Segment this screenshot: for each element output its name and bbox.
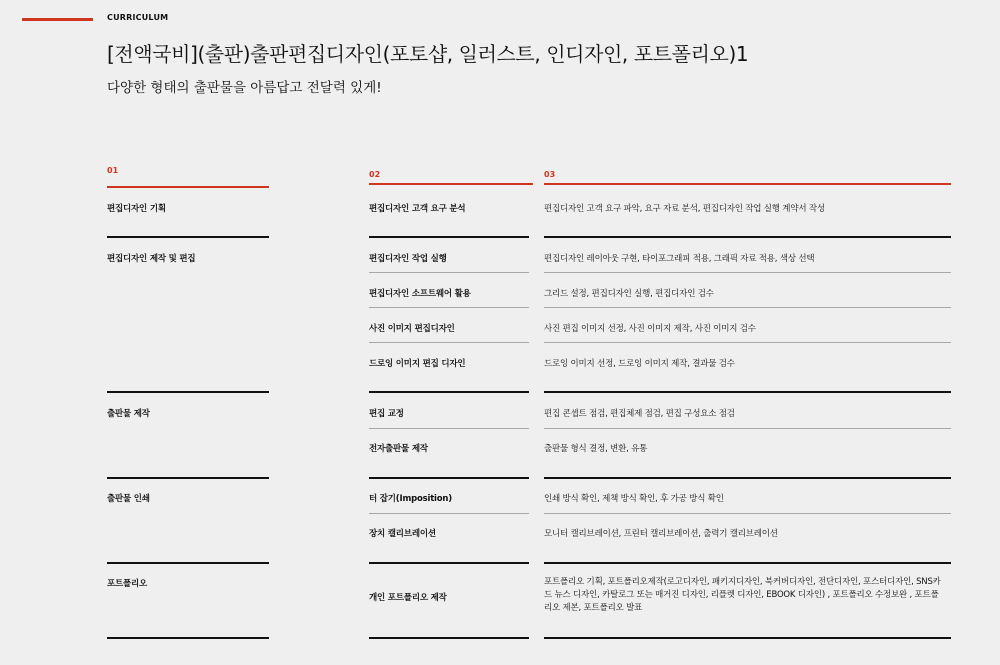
element-label: 터 잡기(Imposition) (369, 494, 452, 504)
unit-label: 편집디자인 기획 (107, 204, 166, 214)
unit-label: 출판물 제작 (107, 409, 150, 419)
row-divider (544, 428, 951, 429)
section-divider (107, 562, 269, 564)
row-divider (369, 513, 529, 514)
element-label: 편집 교정 (369, 409, 404, 419)
detail-text: 모니터 캘리브레이션, 프린터 캘리브레이션, 출력기 캘리브레이션 (544, 529, 778, 539)
section-divider (544, 477, 951, 479)
page-subtitle: 다양한 형태의 출판물을 아름답고 전달력 있게! (107, 80, 382, 96)
section-divider (369, 562, 529, 564)
section-divider (369, 637, 529, 639)
detail-text: 드로잉 이미지 선정, 드로잉 이미지 제작, 결과물 검수 (544, 359, 735, 369)
section-divider (544, 236, 951, 238)
row-divider (544, 272, 951, 273)
row-divider (369, 307, 529, 308)
column-rule-02 (369, 183, 533, 185)
row-divider (544, 513, 951, 514)
column-rule-01 (107, 186, 269, 188)
detail-text: 사진 편집 이미지 선정, 사진 이미지 제작, 사진 이미지 검수 (544, 324, 756, 334)
detail-text: 편집디자인 고객 요구 파악, 요구 자료 분석, 편집디자인 작업 실행 계약서 작성 (544, 204, 825, 214)
row-divider (544, 342, 951, 343)
section-divider (107, 236, 269, 238)
detail-text: 인쇄 방식 확인, 제책 방식 확인, 후 가공 방식 확인 (544, 494, 724, 504)
section-divider (107, 477, 269, 479)
section-divider (369, 236, 529, 238)
column-number-01: 01 (107, 166, 119, 175)
unit-label: 편집디자인 제작 및 편집 (107, 254, 196, 264)
section-divider (544, 391, 951, 393)
unit-label: 포트폴리오 (107, 579, 148, 589)
section-divider (369, 391, 529, 393)
element-label: 사진 이미지 편집디자인 (369, 324, 455, 334)
element-label: 장치 캘리브레이션 (369, 529, 436, 539)
column-number-02: 02 (369, 170, 381, 179)
element-label: 개인 포트폴리오 제작 (369, 593, 447, 603)
detail-text: 출판물 형식 결정, 변환, 유통 (544, 444, 648, 454)
row-divider (544, 307, 951, 308)
section-divider (107, 637, 269, 639)
section-divider (107, 391, 269, 393)
element-label: 편집디자인 소프트웨어 활용 (369, 289, 471, 299)
detail-text: 편집 콘셉트 점검, 편집체제 점검, 편집 구성요소 점검 (544, 409, 735, 419)
column-rule-03 (544, 183, 951, 185)
section-divider (369, 477, 529, 479)
element-label: 편집디자인 작업 실행 (369, 254, 447, 264)
unit-label: 출판물 인쇄 (107, 494, 150, 504)
header-accent-rule (22, 18, 93, 21)
section-eyebrow: CURRICULUM (107, 13, 169, 22)
element-label: 전자출판물 제작 (369, 444, 428, 454)
detail-text: 포트폴리오 기획, 포트폴리오제작(로고디자인, 패키지디자인, 북커버디자인, 전단디자인, 포스터디자인, SNS카드 뉴스 디자인, 카탈로그 또는 매거진 디자인, 리플렛 디자인, EBOOK 디자인) , 포트폴리오 수정보완 , 포트폴리오 제본, 포트폴리오 발표 (544, 577, 941, 613)
detail-text: 편집디자인 레이아웃 구현, 타이포그래피 적용, 그래픽 자료 적용, 색상 선택 (544, 254, 815, 264)
page-title: [전액국비](출판)출판편집디자인(포토샵, 일러스트, 인디자인, 포트폴리오)1 (107, 42, 749, 66)
column-number-03: 03 (544, 170, 556, 179)
row-divider (369, 428, 529, 429)
element-label: 편집디자인 고객 요구 분석 (369, 204, 466, 214)
section-divider (544, 637, 951, 639)
row-divider (369, 272, 529, 273)
row-divider (369, 342, 529, 343)
element-label: 드로잉 이미지 편집 디자인 (369, 359, 466, 369)
section-divider (544, 562, 951, 564)
detail-text: 그리드 설정, 편집디자인 실행, 편집디자인 검수 (544, 289, 714, 299)
